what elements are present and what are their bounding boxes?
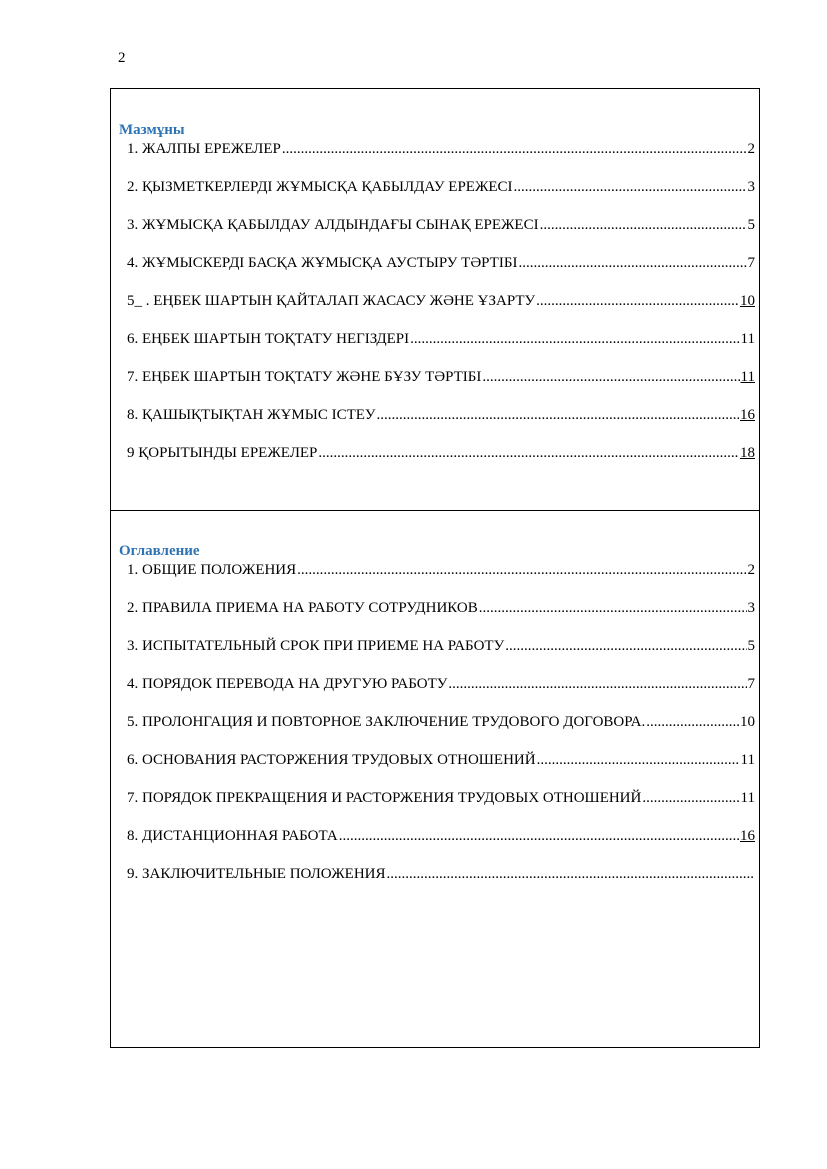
- toc-entry-title: 5. ПРОЛОНГАЦИЯ И ПОВТОРНОЕ ЗАКЛЮЧЕНИЕ ТРУДОВОГО ДОГОВОРА.: [127, 714, 646, 730]
- kazakh-toc-heading: Мазмұны: [119, 122, 185, 138]
- toc-dot-leader: [297, 562, 746, 579]
- toc-entry[interactable]: [127, 445, 755, 483]
- toc-entry-page-number: 3: [747, 600, 755, 616]
- toc-dot-leader: [505, 638, 746, 655]
- toc-entry-title: 2. ҚЫЗМЕТКЕРЛЕРДІ ЖҰМЫСҚА ҚАБЫЛДАУ ЕРЕЖЕСІ: [127, 179, 513, 195]
- toc-entry-title: 9. ЗАКЛЮЧИТЕЛЬНЫЕ ПОЛОЖЕНИЯ: [127, 866, 386, 882]
- russian-toc-list: [127, 562, 755, 904]
- toc-entry-title: 4. ПОРЯДОК ПЕРЕВОДА НА ДРУГУЮ РАБОТУ: [127, 676, 448, 692]
- toc-entry[interactable]: [127, 714, 755, 752]
- toc-entry[interactable]: [127, 752, 755, 790]
- toc-dot-leader: [387, 866, 754, 883]
- toc-entry-page-number: 11: [740, 369, 755, 385]
- toc-entry-title: 7. ЕҢБЕК ШАРТЫН ТОҚТАТУ ЖӘНЕ БҰЗУ ТӘРТІБІ: [127, 369, 482, 385]
- toc-entry-title: 3. ИСПЫТАТЕЛЬНЫЙ СРОК ПРИ ПРИЕМЕ НА РАБОТУ: [127, 638, 505, 654]
- toc-entry-page-number: 11: [740, 790, 755, 806]
- toc-dot-leader: [536, 293, 739, 310]
- toc-entry-page-number: 7: [747, 676, 755, 692]
- toc-dot-leader: [537, 752, 740, 769]
- toc-entry-title: 1. ОБЩИЕ ПОЛОЖЕНИЯ: [127, 562, 297, 578]
- toc-entry[interactable]: [127, 676, 755, 714]
- toc-entry[interactable]: [127, 331, 755, 369]
- kazakh-toc-list: [127, 141, 755, 483]
- toc-entry-page-number: 7: [747, 255, 755, 271]
- toc-entry[interactable]: [127, 562, 755, 600]
- toc-entry-page-number: 16: [740, 407, 755, 423]
- toc-entry-page-number: 2: [747, 562, 755, 578]
- toc-dot-leader: [518, 255, 746, 272]
- toc-dot-leader: [482, 369, 739, 386]
- toc-dot-leader: [448, 676, 746, 693]
- toc-dot-leader: [377, 407, 739, 424]
- toc-dot-leader: [410, 331, 739, 348]
- toc-entry[interactable]: [127, 217, 755, 255]
- toc-entry-page-number: 16: [740, 828, 755, 844]
- russian-toc-cell: [111, 510, 759, 1047]
- toc-entry-page-number: 5: [747, 638, 755, 654]
- toc-dot-leader: [318, 445, 739, 462]
- toc-entry-title: 3. ЖҰМЫСҚА ҚАБЫЛДАУ АЛДЫНДАҒЫ СЫНАҚ ЕРЕЖЕСІ: [127, 217, 539, 233]
- russian-toc-heading: Оглавление: [119, 543, 200, 559]
- toc-entry-title: 1. ЖАЛПЫ ЕРЕЖЕЛЕР: [127, 141, 281, 157]
- toc-entry-title: 8. ҚАШЫҚТЫҚТАН ЖҰМЫС ІСТЕУ: [127, 407, 376, 423]
- toc-entry[interactable]: [127, 407, 755, 445]
- toc-entry-page-number: 11: [740, 331, 755, 347]
- toc-table: [110, 88, 760, 1048]
- toc-entry-page-number: 5: [747, 217, 755, 233]
- toc-dot-leader: [540, 217, 747, 234]
- toc-dot-leader: [514, 179, 747, 196]
- toc-dot-leader: [646, 714, 739, 731]
- toc-entry[interactable]: [127, 600, 755, 638]
- toc-entry-page-number: 18: [740, 445, 755, 461]
- toc-entry-title: 7. ПОРЯДОК ПРЕКРАЩЕНИЯ И РАСТОРЖЕНИЯ ТРУДОВЫХ ОТНОШЕНИЙ: [127, 790, 642, 806]
- kazakh-toc-cell: [111, 89, 759, 511]
- toc-entry[interactable]: [127, 790, 755, 828]
- toc-dot-leader: [339, 828, 739, 845]
- toc-entry-title: 4. ЖҰМЫСКЕРДІ БАСҚА ЖҰМЫСҚА АУСТЫРУ ТӘРТІБІ: [127, 255, 518, 271]
- toc-entry[interactable]: [127, 255, 755, 293]
- toc-entry[interactable]: [127, 828, 755, 866]
- toc-entry[interactable]: [127, 638, 755, 676]
- toc-entry[interactable]: [127, 369, 755, 407]
- toc-entry-title: 9 ҚОРЫТЫНДЫ ЕРЕЖЕЛЕР: [127, 445, 318, 461]
- toc-entry-page-number: 10: [740, 714, 755, 730]
- page-number: 2: [118, 50, 126, 66]
- toc-entry[interactable]: [127, 866, 755, 904]
- toc-entry-page-number: 2: [747, 141, 755, 157]
- toc-entry-title: 5_ . ЕҢБЕК ШАРТЫН ҚАЙТАЛАП ЖАСАСУ ЖӘНЕ ҰЗАРТУ: [127, 293, 536, 309]
- toc-entry[interactable]: [127, 141, 755, 179]
- toc-entry-title: 6. ЕҢБЕК ШАРТЫН ТОҚТАТУ НЕГІЗДЕРІ: [127, 331, 410, 347]
- toc-entry[interactable]: [127, 179, 755, 217]
- toc-entry-page-number: 11: [740, 752, 755, 768]
- toc-entry-page-number: 3: [747, 179, 755, 195]
- toc-dot-leader: [282, 141, 747, 158]
- toc-entry-page-number: 10: [740, 293, 755, 309]
- toc-dot-leader: [642, 790, 739, 807]
- toc-entry[interactable]: [127, 293, 755, 331]
- toc-dot-leader: [479, 600, 747, 617]
- toc-entry-title: 6. ОСНОВАНИЯ РАСТОРЖЕНИЯ ТРУДОВЫХ ОТНОШЕНИЙ: [127, 752, 536, 768]
- toc-entry-title: 8. ДИСТАНЦИОННАЯ РАБОТА: [127, 828, 338, 844]
- toc-entry-title: 2. ПРАВИЛА ПРИЕМА НА РАБОТУ СОТРУДНИКОВ: [127, 600, 478, 616]
